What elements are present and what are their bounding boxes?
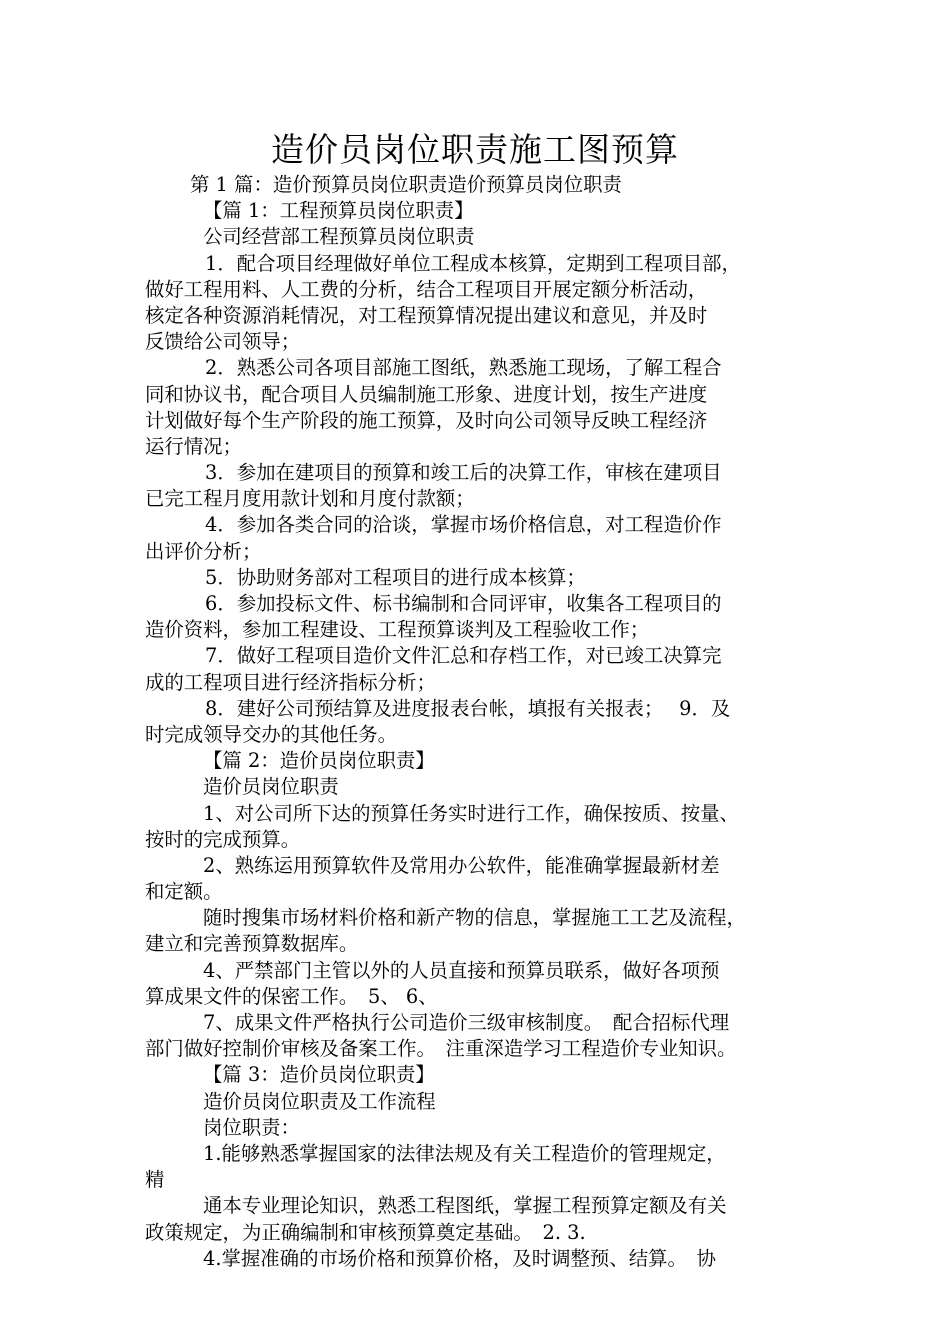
text-line: 4、严禁部门主管以外的人员直接和预算员联系，做好各项预 — [203, 958, 720, 982]
text-line: 8．建好公司预结算及进度报表台帐，填报有关报表； 9．及 — [205, 696, 731, 720]
text-line: 7．做好工程项目造价文件汇总和存档工作，对已竣工决算完 — [205, 644, 722, 668]
text-line: 出评价分析； — [145, 539, 262, 563]
text-line: 已完工程月度用款计划和月度付款额； — [145, 487, 475, 511]
document-title: 造价员岗位职责施工图预算 — [271, 130, 679, 169]
text-line: 核定各种资源消耗情况，对工程预算情况提出建议和意见，并及时 — [145, 303, 708, 327]
text-line: 2．熟悉公司各项目部施工图纸，熟悉施工现场，了解工程合 — [205, 356, 722, 380]
text-line: 随时搜集市场材料价格和新产物的信息，掌握施工工艺及流程， — [203, 906, 746, 930]
text-line: 精 — [145, 1168, 165, 1192]
text-line: 和定额。 — [145, 880, 223, 904]
text-line: 第 1 篇：造价预算员岗位职责造价预算员岗位职责 — [190, 173, 622, 196]
text-line: 岗位职责： — [203, 1115, 300, 1139]
text-line: 反馈给公司领导； — [145, 330, 301, 354]
text-line: 造价员岗位职责 — [203, 775, 339, 799]
text-line: 做好工程用料、人工费的分析，结合工程项目开展定额分析活动， — [145, 277, 708, 301]
text-line: 3．参加在建项目的预算和竣工后的决算工作，审核在建项目 — [205, 461, 722, 485]
text-line: 部门做好控制价审核及备案工作。 注重深造学习工程造价专业知识。 — [145, 1037, 737, 1061]
document-body — [145, 172, 827, 1272]
text-line: 【篇 2：造价员岗位职责】 — [203, 749, 435, 773]
text-line: 建立和完善预算数据库。 — [145, 932, 359, 956]
text-line: 计划做好每个生产阶段的施工预算，及时向公司领导反映工程经济 — [145, 408, 708, 432]
text-line: 4．参加各类合同的洽谈，掌握市场价格信息，对工程造价作 — [205, 513, 722, 537]
text-line: 按时的完成预算。 — [145, 827, 301, 851]
text-line: 【篇 1：工程预算员岗位职责】 — [203, 199, 474, 223]
text-line: 【篇 3：造价员岗位职责】 — [203, 1063, 435, 1087]
text-line: 成的工程项目进行经济指标分析； — [145, 670, 436, 694]
text-line: 1．配合项目经理做好单位工程成本核算，定期到工程项目部， — [205, 251, 741, 275]
text-line: 造价资料，参加工程建设、工程预算谈判及工程验收工作； — [145, 618, 650, 642]
text-line: 造价员岗位职责及工作流程 — [203, 1089, 436, 1113]
text-line: 算成果文件的保密工作。 5、 6、 — [145, 984, 438, 1008]
text-line: 运行情况； — [145, 434, 242, 458]
text-line: 公司经营部工程预算员岗位职责 — [203, 225, 475, 249]
text-line: 1、对公司所下达的预算任务实时进行工作，确保按质、按量、 — [203, 801, 739, 825]
text-line: 通本专业理论知识，熟悉工程图纸，掌握工程预算定额及有关 — [203, 1194, 727, 1218]
text-line: 5．协助财务部对工程项目的进行成本核算； — [205, 565, 586, 589]
text-line: 同和协议书，配合项目人员编制施工形象、进度计划，按生产进度 — [145, 382, 708, 406]
text-line: 6．参加投标文件、标书编制和合同评审，收集各工程项目的 — [205, 592, 722, 615]
text-line: 1.能够熟悉掌握国家的法律法规及有关工程造价的管理规定， — [203, 1141, 726, 1165]
text-line: 政策规定，为正确编制和审核预算奠定基础。 2. 3. — [145, 1220, 586, 1244]
text-line: 时完成领导交办的其他任务。 — [145, 722, 398, 746]
text-line: 4.掌握准确的市场价格和预算价格，及时调整预、结算。 协 — [203, 1246, 716, 1270]
text-line: 2、熟练运用预算软件及常用办公软件，能准确掌握最新材差 — [203, 853, 720, 877]
text-line: 7、成果文件严格执行公司造价三级审核制度。 配合招标代理 — [203, 1011, 730, 1034]
